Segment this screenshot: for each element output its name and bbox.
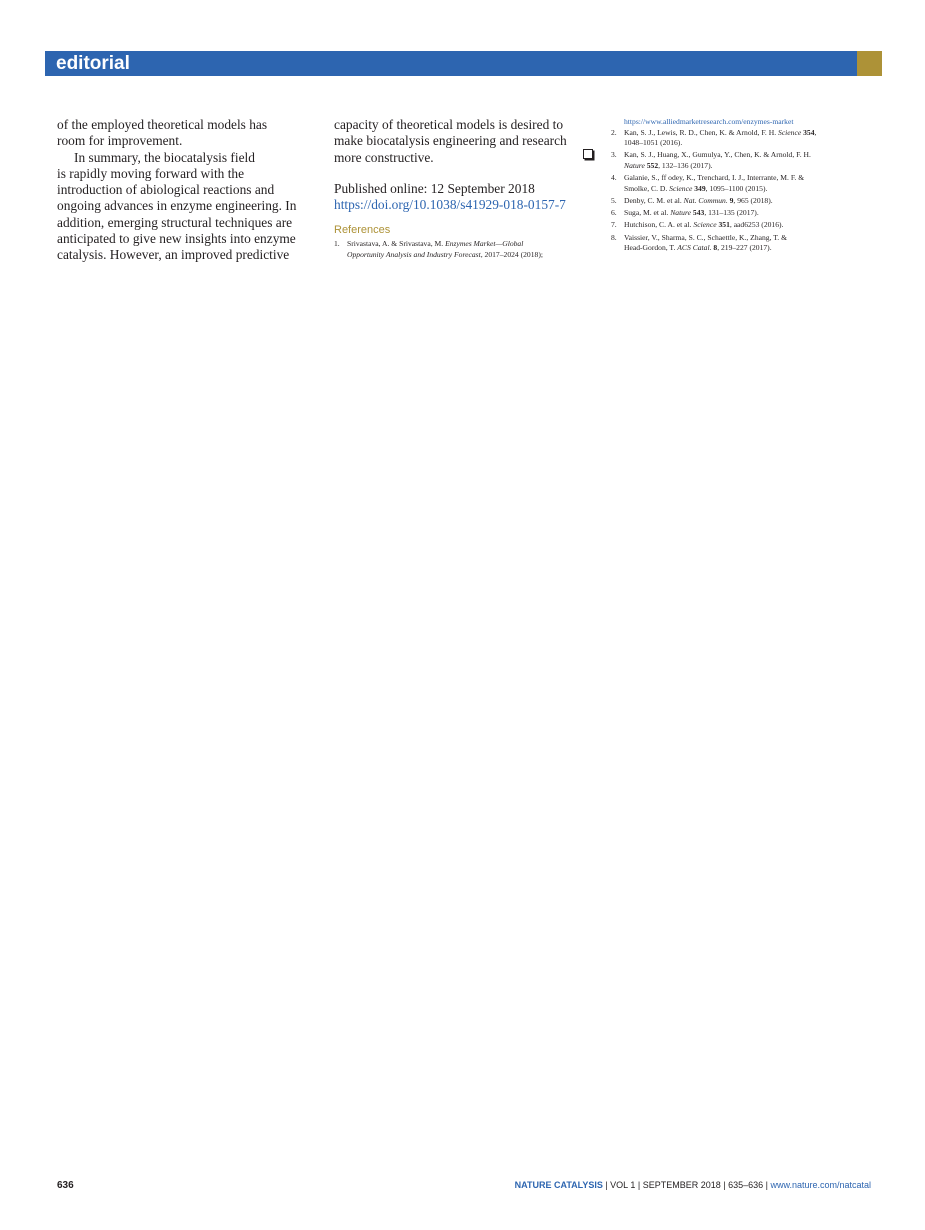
reference-number: 3. <box>611 150 617 160</box>
body-column-2 <box>334 117 596 166</box>
ref-volume: 552 <box>646 160 659 170</box>
ref-details: , 1095–1100 (2015). <box>705 183 768 193</box>
reference-continuation <box>611 161 816 172</box>
ref-journal: Nature <box>670 208 692 218</box>
text-line: make biocatalysis engineering and research <box>334 133 567 149</box>
paragraph <box>334 117 596 166</box>
ref-volume: 543 <box>692 208 705 218</box>
reference-continuation <box>611 243 816 254</box>
ref-authors: Hutchison, C. A. et al. <box>624 220 694 230</box>
ref-journal: Nature <box>624 160 645 170</box>
ref-volume: 354 <box>803 127 815 137</box>
ref-details: , 131–135 (2017). <box>704 208 759 218</box>
published-date: Published online: 12 September 2018 <box>334 181 535 196</box>
references-heading: References <box>334 224 391 236</box>
paragraph <box>57 117 317 150</box>
text-line: is rapidly moving forward with the <box>57 165 245 181</box>
end-of-article-icon <box>583 149 593 159</box>
ref-details: , <box>814 127 817 137</box>
reference-item <box>611 150 816 161</box>
ref-volume: 351 <box>718 220 730 230</box>
summary-paragraph <box>57 150 317 264</box>
reference-item <box>611 173 816 184</box>
ref-journal: ACS Catal. <box>677 243 712 253</box>
reference-list-continued <box>611 117 816 254</box>
footer-issue-info: | VOL 1 | SEPTEMBER 2018 | 635–636 | <box>602 1180 771 1190</box>
reference-item <box>334 239 543 250</box>
reference-number: 6. <box>611 208 617 218</box>
page-number: 636 <box>57 1180 74 1191</box>
section-header-bar <box>45 51 857 76</box>
reference-number: 4. <box>611 173 617 183</box>
text-line: of the employed theoretical models has <box>57 117 268 132</box>
reference-url-link[interactable]: https://www.alliedmarketresearch.com/enzymes-market <box>624 117 794 126</box>
ref-authors: Kan, S. J., Lewis, R. D., Chen, K. & Arnold, F. H. <box>624 127 779 137</box>
text-line: room for improvement. <box>57 133 183 149</box>
ref-authors: Suga, M. et al. <box>624 208 671 218</box>
ref-details: , 965 (2018). <box>733 195 773 205</box>
section-label: editorial <box>56 53 130 74</box>
ref-details: , 2017–2024 (2018); <box>480 249 543 259</box>
ref-title: Opportunity Analysis and Industry Forecast <box>347 249 481 259</box>
publication-info <box>334 181 566 213</box>
ref-volume: 9 <box>729 195 734 205</box>
ref-journal: Science <box>669 183 693 193</box>
ref-authors: Smolke, C. D. <box>624 183 670 193</box>
reference-number: 1. <box>334 239 340 248</box>
footer-journal-name: NATURE CATALYSIS <box>514 1180 603 1190</box>
header-accent-block <box>857 51 882 76</box>
text-line: In summary, the biocatalysis field <box>74 149 255 165</box>
reference-number: 7. <box>611 220 617 230</box>
ref-details: , 219–227 (2017). <box>717 243 772 253</box>
reference-continuation: 1048–1051 (2016). <box>624 138 683 147</box>
ref-journal: Science <box>693 220 717 230</box>
text-line: ongoing advances in enzyme engineering. In <box>57 198 297 214</box>
reference-number: 8. <box>611 232 617 242</box>
footer-citation <box>515 1180 871 1190</box>
ref-authors: Denby, C. M. et al. <box>624 195 684 205</box>
reference-number: 5. <box>611 195 617 205</box>
ref-authors: Kan, S. J., Huang, X., Gumulya, Y., Chen, K. & Arnold, F. H. <box>624 150 811 160</box>
reference-item <box>611 208 816 219</box>
text-line: addition, emerging structural techniques are <box>57 214 293 230</box>
reference-item <box>611 128 816 139</box>
reference-continuation <box>334 250 543 261</box>
ref-authors: Galanie, S., ff odey, K., Trenchard, I. J., Interrante, M. F. & <box>624 173 805 183</box>
text-line: anticipated to give new insights into enzyme <box>57 231 296 247</box>
ref-journal: Nat. Commun. <box>683 195 728 205</box>
reference-continuation <box>611 184 816 195</box>
journal-website-link[interactable]: www.nature.com/natcatal <box>770 1180 871 1190</box>
reference-item <box>611 196 816 207</box>
text-line: catalysis. However, an improved predictive <box>57 247 290 263</box>
reference-item <box>611 220 816 231</box>
ref-journal: Science <box>778 127 802 137</box>
ref-details: , 132–136 (2017). <box>658 160 713 170</box>
text-line: more constructive. <box>334 149 434 165</box>
body-column-1 <box>57 117 317 264</box>
ref-volume: 349 <box>694 183 706 193</box>
reference-item <box>611 233 816 244</box>
ref-volume: 8 <box>713 243 718 253</box>
text-line: introduction of abiological reactions and <box>57 182 275 198</box>
doi-link[interactable]: https://doi.org/10.1038/s41929-018-0157-7 <box>334 197 566 212</box>
ref-authors: Srivastava, A. & Srivastava, M. <box>347 239 446 248</box>
reference-number: 2. <box>611 127 617 137</box>
reference-list <box>334 239 543 260</box>
ref-authors: Head-Gordon, T. <box>624 243 678 253</box>
ref-authors: Vaissier, V., Sharma, S. C., Schaettle, K., Zhang, T. & <box>624 232 788 242</box>
ref-details: , aad6253 (2016). <box>729 220 784 230</box>
ref-title: Enzymes Market—Global <box>445 239 524 248</box>
text-line: capacity of theoretical models is desired to <box>334 117 564 132</box>
